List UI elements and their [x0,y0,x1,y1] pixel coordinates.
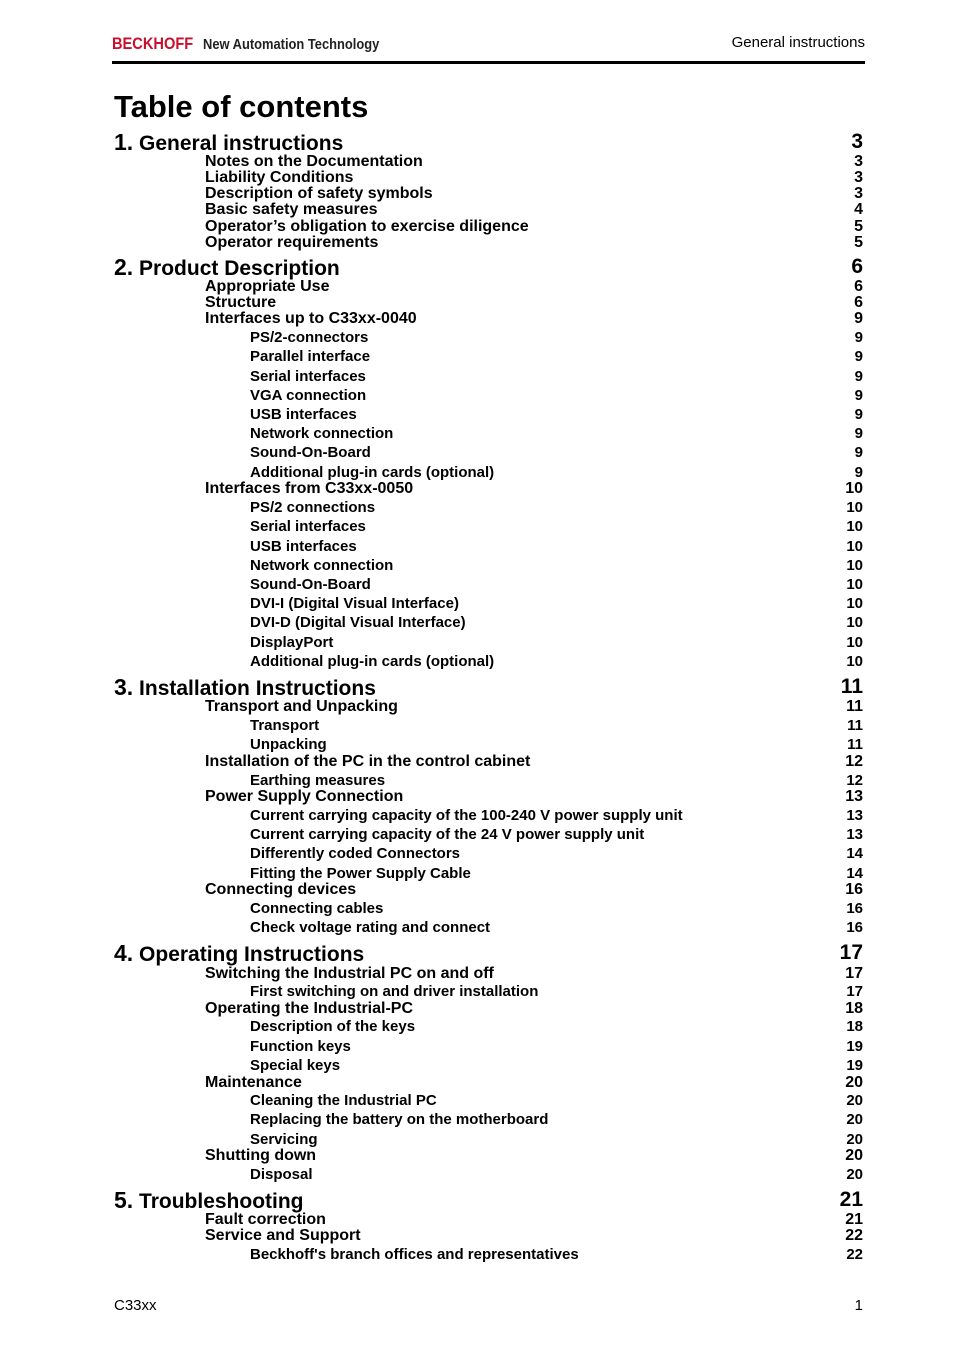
toc-entry-text: Network connection [250,425,394,442]
toc-entry-text: Serial interfaces [250,368,366,385]
toc-page-number: 17 [839,941,863,964]
toc-entry-title [250,1018,415,1035]
toc-entry-title [205,1147,316,1165]
toc-page-number: 20 [846,1166,863,1183]
toc-entry-title [250,1038,351,1055]
toc-page-number: 11 [840,675,863,698]
toc-page-number: 21 [845,1211,863,1228]
toc-page-number: 20 [846,1111,863,1128]
toc-page-number: 20 [846,1092,863,1109]
toc-entry-text: Unpacking [250,736,327,753]
toc-page-number: 19 [846,1057,863,1074]
toc-entry-title [205,753,530,771]
toc-page-number: 5 [854,218,863,235]
toc-entry-title [250,387,366,404]
toc-page-number: 9 [854,329,863,346]
toc-entry-text: Switching the Industrial PC on and off [205,965,494,982]
toc-entry-title [250,717,319,734]
toc-entry-title [250,329,368,346]
toc-entry-title [250,406,357,423]
toc-entry-title [250,614,466,631]
footer-page-number: 1 [854,1297,863,1314]
toc-page-number: 22 [846,1246,863,1263]
toc-page-number: 12 [846,772,863,789]
toc-chapter-number: 2. [114,254,134,280]
toc-entry-text: Troubleshooting [139,1190,304,1213]
toc-page-number: 16 [845,881,863,898]
toc-entry-title [114,941,364,967]
logo-brand: BECKHOFF [112,34,194,53]
toc-entry-title [250,464,494,481]
toc-page-number: 6 [854,294,863,311]
toc-entry-text: Additional plug-in cards (optional) [250,464,495,481]
toc-entry-text: Parallel interface [250,348,371,365]
toc-page-number: 10 [846,576,863,593]
toc-entry-title [250,595,459,612]
toc-entry-text: USB interfaces [250,406,357,423]
toc-page-number: 21 [839,1188,863,1211]
logo-tagline: New Automation Technology [202,36,380,53]
toc-entry-text: Special keys [250,1057,341,1074]
toc-page-number: 18 [846,1018,863,1035]
toc-page-number: 9 [854,310,863,327]
toc-entry-text: Differently coded Connectors [250,845,461,862]
toc-entry-title [250,1092,437,1109]
toc-entry-text: Servicing [250,1131,318,1148]
toc-entry-title [250,1246,579,1263]
toc-page-number: 14 [846,865,863,882]
toc-page-number: 10 [846,595,863,612]
toc-entry-title [250,576,371,593]
toc-page-number: 16 [846,919,863,936]
toc-entry-title [250,1166,313,1183]
toc-page-number: 10 [845,480,863,497]
toc-page-number: 13 [846,807,863,824]
toc-entry-title [250,538,357,555]
toc-entry-text: Interfaces from C33xx-0050 [205,480,414,497]
toc-entry-title [250,348,370,365]
toc-page-number: 10 [846,499,863,516]
toc-page-number: 5 [854,234,863,251]
toc-entry-text: PS/2-connectors [250,329,369,346]
toc-entry-text: Replacing the battery on the motherboard [250,1111,549,1128]
toc-page-number: 9 [854,464,863,481]
toc-entry-title [250,826,644,843]
toc-entry-text: Liability Conditions [205,169,354,186]
toc-page-number: 16 [846,900,863,917]
toc-page-number: 20 [845,1074,863,1091]
toc-page-number: 9 [854,387,863,404]
toc-page-number: 10 [846,538,863,555]
toc-entry-title [205,310,417,328]
toc-entry-text: Operator requirements [205,234,379,251]
toc-entry-text: Connecting cables [250,900,384,917]
toc-page-number: 10 [846,557,863,574]
toc-entry-title [250,736,327,753]
toc-entry-text: Notes on the Documentation [205,153,423,170]
toc-entry-text: Beckhoff's branch offices and representatives [250,1246,579,1263]
toc-entry-text: Operating Instructions [139,943,365,966]
toc-entry-text: PS/2 connections [250,499,376,516]
toc-entry-title [250,518,366,535]
toc-entry-title [205,234,378,252]
toc-entry-title [250,444,371,461]
toc-page-number: 20 [845,1147,863,1164]
toc-page-number: 3 [854,153,863,170]
toc-entry-text: Additional plug-in cards (optional) [250,653,495,670]
toc-entry-text: Power Supply Connection [205,788,404,805]
toc-entry-text: Structure [205,294,277,311]
toc-entry-text: Sound-On-Board [250,576,371,593]
toc-page-number: 9 [854,368,863,385]
toc-entry-title [250,634,333,651]
toc-page-number: 18 [845,1000,863,1017]
toc-page-number: 6 [851,255,863,278]
toc-chapter-number: 5. [114,1187,134,1213]
toc-entry-text: DVI-D (Digital Visual Interface) [250,614,466,631]
toc-page-number: 10 [846,518,863,535]
toc-entry-text: Function keys [250,1038,351,1055]
toc-page-number: 19 [846,1038,863,1055]
toc-page-number: 3 [851,130,863,153]
toc-entry-text: Installation of the PC in the control cabinet [205,753,531,770]
toc-chapter-number: 4. [114,940,134,966]
toc-entry-title [250,368,366,385]
toc-chapter-number: 3. [114,674,134,700]
toc-entry-title [205,881,356,899]
toc-page-number: 13 [846,826,863,843]
toc-entry-text: Cleaning the Industrial PC [250,1092,437,1109]
toc-entry-text: Shutting down [205,1147,317,1164]
toc-entry-text: Description of safety symbols [205,185,433,202]
toc-entry-title [250,425,393,442]
toc-entry-text: Product Description [139,257,340,280]
toc-page-number: 17 [846,983,863,1000]
toc-page-number: 17 [845,965,863,982]
toc-entry-text: General instructions [139,132,344,155]
toc-entry-text: First switching on and driver installation [250,983,539,1000]
toc-entry-title [250,919,490,936]
toc-entry-title [250,983,538,1000]
toc-entry-text: Network connection [250,557,394,574]
toc-page-number: 22 [845,1227,863,1244]
toc-page-number: 14 [846,845,863,862]
toc-entry-title [250,1111,548,1128]
toc-entry-title [250,772,385,789]
toc-entry-text: VGA connection [250,387,367,404]
toc-page-number: 20 [846,1131,863,1148]
toc-entry-title [205,1074,302,1092]
toc-page-number: 6 [854,278,863,295]
toc-page-number: 11 [846,698,863,715]
toc-entry-text: Disposal [250,1166,313,1183]
toc-entry-text: Current carrying capacity of the 24 V power supply unit [250,826,645,843]
toc-entry-text: DVI-I (Digital Visual Interface) [250,595,459,612]
toc-entry-text: Service and Support [205,1227,361,1244]
toc-page-number: 13 [845,788,863,805]
toc-entry-title [250,900,383,917]
header-section-title: General instructions [731,34,865,51]
toc-entry-title [250,1131,318,1148]
toc-entry-title [250,557,393,574]
toc-page-number: 10 [846,634,863,651]
toc-page-number: 9 [854,444,863,461]
toc-entry-text: Description of the keys [250,1018,416,1035]
toc-chapter-number: 1. [114,129,134,155]
toc-entry-title [250,499,375,516]
toc-entry-title [205,480,413,498]
page-title: Table of contents [114,89,369,124]
toc-page-number: 12 [845,753,863,770]
toc-entry-text: Serial interfaces [250,518,366,535]
toc-entry-text: Sound-On-Board [250,444,371,461]
toc-entry-title [250,653,494,670]
toc-entry-text: Basic safety measures [205,201,378,218]
toc-entry-text: Installation Instructions [139,677,376,700]
toc-entry-text: Transport and Unpacking [205,698,398,715]
toc-entry-text: Fitting the Power Supply Cable [250,865,471,882]
toc-entry-text: Interfaces up to C33xx-0040 [205,310,417,327]
toc-page-number: 3 [854,169,863,186]
toc-entry-text: Operating the Industrial-PC [205,1000,414,1017]
toc-entry-text: Earthing measures [250,772,386,789]
toc-entry-text: Current carrying capacity of the 100-240 V power supply unit [250,807,683,824]
toc-entry-text: Fault correction [205,1211,326,1228]
toc-page-number: 9 [854,406,863,423]
toc-entry-text: Maintenance [205,1074,302,1091]
toc-entry-title [250,807,683,824]
toc-entry-text: Transport [250,717,320,734]
toc-entry-text: Connecting devices [205,881,357,898]
toc-page-number: 10 [846,653,863,670]
toc-page-number: 11 [847,736,863,753]
toc-entry-text: DisplayPort [250,634,334,651]
toc-page-number: 9 [854,348,863,365]
toc-page-number: 3 [854,185,863,202]
toc-entry-title [205,788,403,806]
toc-entry-title [205,1000,413,1018]
footer-product: C33xx [114,1297,157,1314]
toc-entry-text: Check voltage rating and connect [250,919,491,936]
toc-entry-text: Appropriate Use [205,278,330,295]
toc-page-number: 9 [854,425,863,442]
toc-entry-title [250,845,460,862]
toc-entry-text: Operator’s obligation to exercise diligence [205,218,529,235]
toc-page-number: 4 [854,201,863,218]
toc-page-number: 10 [846,614,863,631]
toc-entry-title [250,865,471,882]
toc-entry-title [205,201,378,219]
toc-entry-title [205,965,494,983]
toc-entry-title [205,1227,361,1245]
toc-entry-title [250,1057,340,1074]
toc-entry-title [205,698,398,716]
toc-page-number: 11 [847,717,863,734]
toc-entry-text: USB interfaces [250,538,357,555]
